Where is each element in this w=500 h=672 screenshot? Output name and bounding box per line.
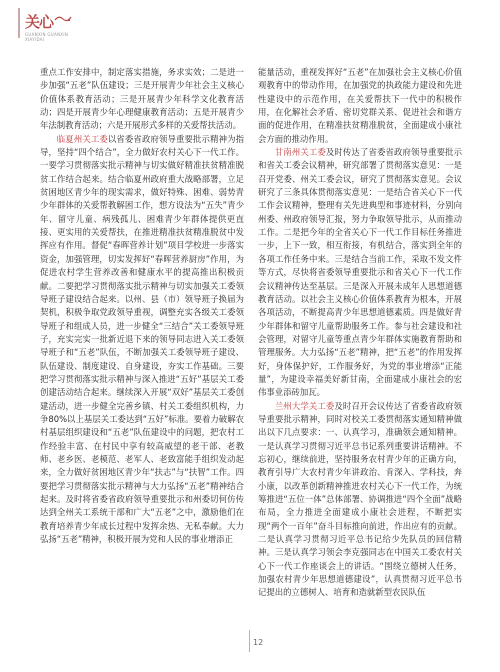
org-name: 兰州大学关工委 (274, 400, 335, 411)
logo-subtitle-2: XIAYIDAI (25, 37, 45, 42)
logo-subtitle-1: GUANXIN GUANXIN (25, 32, 69, 37)
magazine-logo (18, 8, 69, 42)
page-number: 12 (253, 638, 264, 647)
article-body (40, 66, 462, 600)
paragraph-text: 以省委省政府领导重要批示精神为指导，坚持“四个结合”，全力做好农村关心下一代工作。一要学习贯彻落实批示精神与切实做好精准扶贫精准脱贫工作结合起来。结合临夏州政府重大战略部署，立足贫困地区青少年的现实需求，做好特殊、困难、弱势青少年群体的关爱帮教解困工作，想方设法为“五失”青少年、留守儿童、病残孤儿、困难青少年群体提供更直接、更实用的关爱帮扶，在推进精准扶贫精准脱贫中发挥应有作用。督促“春晖营养计划”项目学校进一步落实资金，加强管理，切实发挥好“春晖营养厨房”作用，为促进农村学生营养改善和健康水平的提高推出积极贡献。二要把学习贯彻落实批示精神与切实加强关工委领导班子建设结合起来。以州、县（市）领导班子换届为契机，积极争取党政领导重视，调整充实各级关工委领导班子和组成人员，进一步健全“三结合”关工委领导班子，充实完实一批新近退下来的领导同志进入关工委领导班子和“五老”队伍，不断加强关工委领导班子建设、队伍建设、制度建设、自身建设，夯实工作基础。三要把学习贯彻落实批示精神与深入推进“五好”基层关工委创建活动结合起来。继续深入开展“双好”基层关工委创建活动，进一步健全完善乡镇、村关工委组织机构，力争80%以上基层关工委达到“五好”标准。要着力破解农村基层组织建设和“五老”队伍建设中的问题，把农村工作经验丰富、在村民中享有较高威望的老干部、老教师、老乡医、老模范、老军人、老致富能手组织发动起来，全力做好贫困地区青少年“扶志”与“扶智”工作。四要把学习贯彻落实批示精神与大力弘扬“五老”精神结合起来。及时将省委省政府领导重要批示和州委切何仿传达到全州关工系统干部和广大“五老”之中，激励他们在教育培养青少年成长过程中发挥余热、无私奉献。大力弘扬“五老”精神，积极开展为党和人民的事业增添正 (40, 133, 244, 545)
org-name: 临夏州关工委 (56, 133, 108, 144)
logo-text: 关心 (25, 13, 54, 31)
paragraph (258, 146, 462, 400)
right-column (258, 66, 462, 600)
page-header (18, 8, 69, 42)
org-name: 甘南州关工委 (274, 147, 326, 158)
footer-divider (249, 630, 250, 652)
paragraph-text: 及时召开会议传达了省委省政府领导重要批示精神，同时对校关工委贯彻落实通知精神做出以下几点要求：一、认真学习，准确领会通知精神。一是认真学习贯彻习近平总书记系列重要讲话精神。不忘初心，继续前进，坚持服务农村青少年的正确方向，教育引导广大农村青少年讲政治、肯深入、学科技，奔小康，以改革创新精神推进农村关心下一代工作，为统筹推进“五位一体”总体部署、协调推进“四个全面”战略布局，全力推进全面建成小康社会进程，不断把实现“两个一百年”奋斗目标推向前进，作出应有的贡献。二是认真学习贯彻习近平总书记给少先队员的回信精神。三是认真学习领会李克强同志在中国关工委农村关心下一代工作座谈会上的讲话。“围绕立德树人任务，加强农村青少年思想道德建设”，认真贯彻习近平总书记提出的立德树人、培育和造就新型农民队伍 (258, 400, 462, 598)
paragraph (258, 400, 462, 600)
paragraph-text: 及时传达了省委省政府领导重要批示和省关工委会议精神，研究部署了贯彻落实意见：一是召开党委、州关工委会议，研究了贯彻落实意见。会议研究了三条具体贯彻落实意见：一是结合省关心下一代工作会议精神，整理有关先进典型和事迹材料，分别向州委、州政府领导汇报，努力争取领导批示，从而推动工作。二是把今年的全省关心下一代工作目标任务推进一步，上下一致，相互衔接，有机结合，落实到全年的各项工作任务中来。三是结合当前工作，采取不发文件等方式，尽快将省委领导重要批示和省关心下一代工作会议精神传达至基层。三是深入开展未成年人思想道德教育活动。以社会主义核心价值体系教育为根本，开展各项活动，不断提高青少年思想道德素质。四是做好青少年群体和留守儿童帮助服务工作。参与社会建设和社会管理，对留守儿童等重点青少年群体实施教育帮助和管理服务。大力弘扬“五老”精神，把“五老”的作用发挥好，身体保护好，工作服务好，为党的事业增添“正能量”，为建设幸福美好新甘南，全面建成小康社会的宏伟事业添砖加瓦。 (258, 147, 462, 398)
logo-swirl-icon (54, 14, 72, 24)
paragraph: 能量活动，重视发挥好“五老”在加强社会主义核心价值观教育中的带动作用，在加强党的执政能力建设和先进性建设中的示范作用，在关爱帮扶下一代中的积极作用，在化解社会矛盾、密切党群关系、促进社会和谐方面的促进作用，在精准扶贫精准脱贫，全面建成小康社会方面的推动作用。 (258, 67, 462, 144)
paragraph (40, 133, 244, 547)
paragraph: 重点工作安排中，制定落实措施，务求实效；二是进一步加强“五老”队伍建设；三是开展青少年社会主义核心价值体系教育活动；三是开展青少年科学文化教育活动；四是开展青少年心理健康教育活动；五是开展青少年法制教育活动；六是开展形式多样的关爱帮扶活动。 (40, 67, 244, 131)
left-column (40, 66, 244, 600)
